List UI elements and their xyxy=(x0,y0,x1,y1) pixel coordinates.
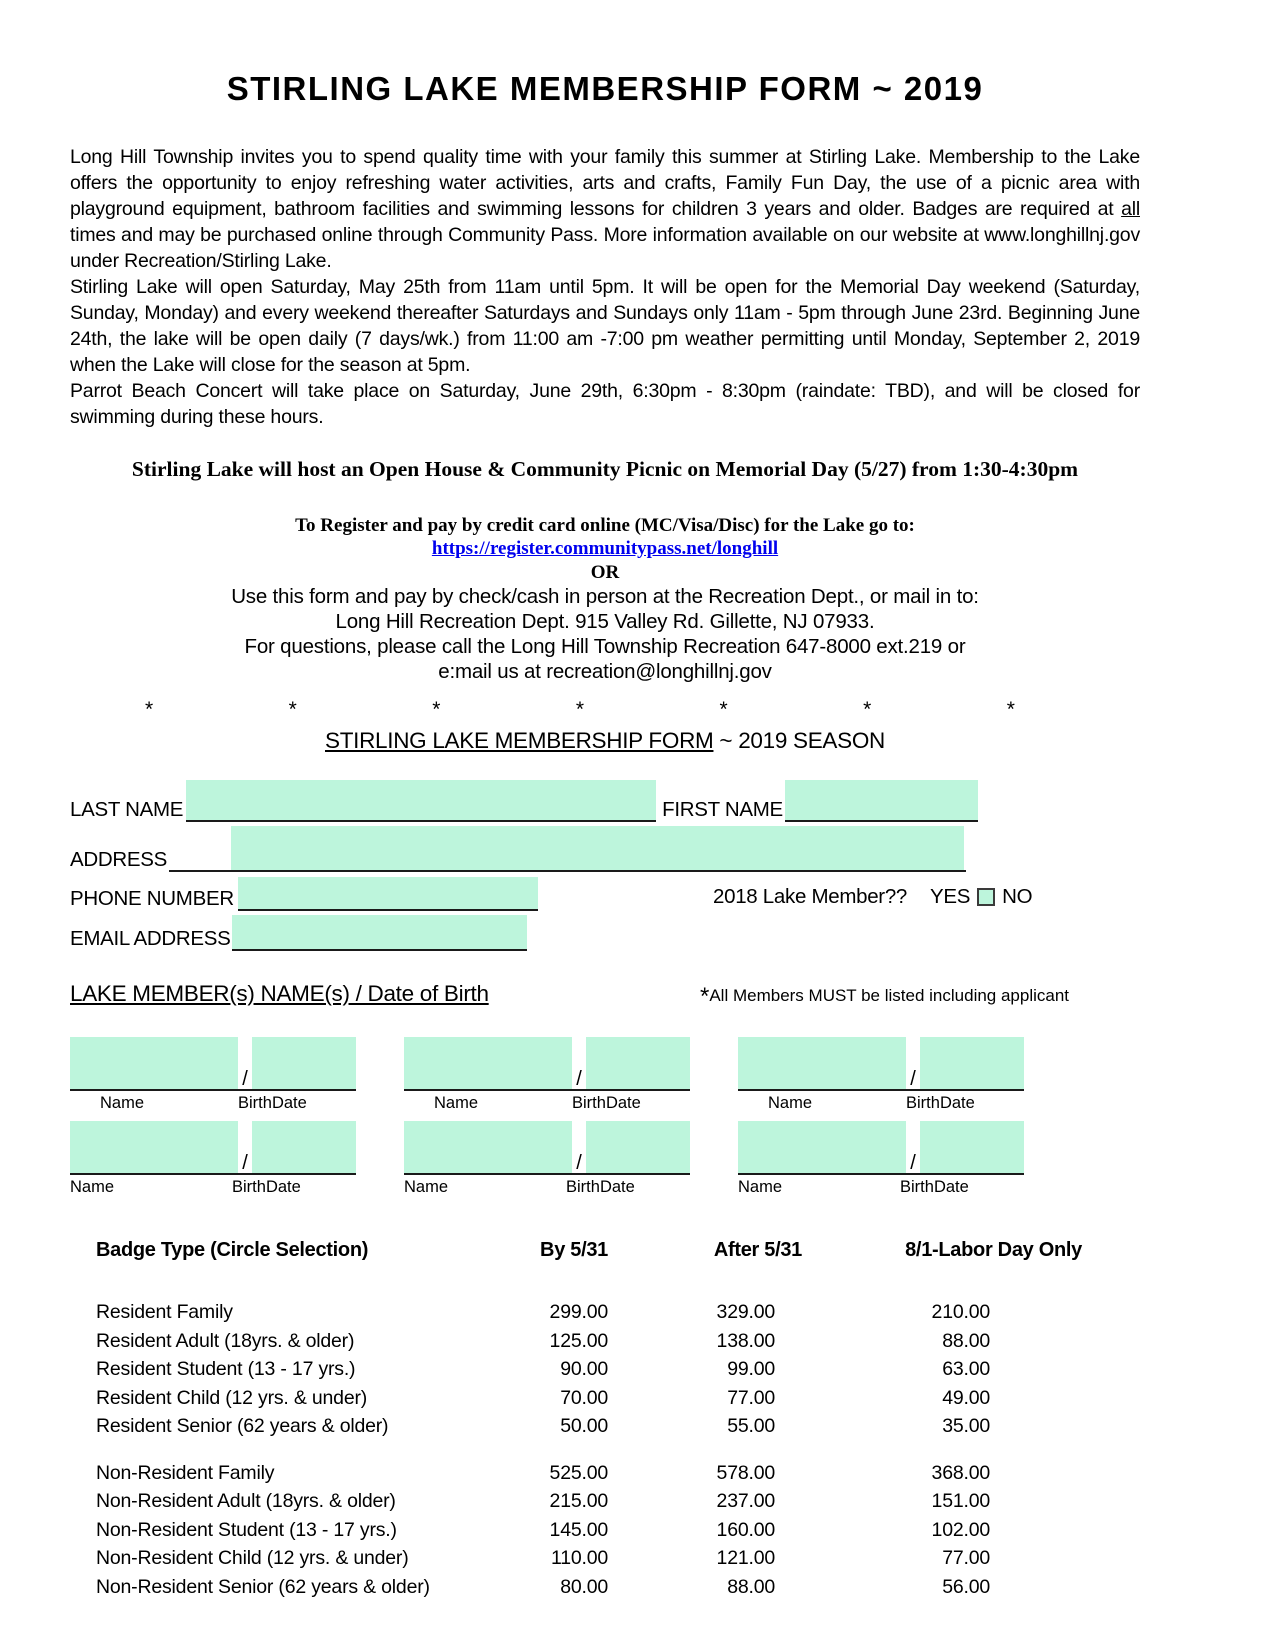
price-after531: 77.00 xyxy=(727,1386,775,1409)
first-name-field[interactable] xyxy=(785,780,978,822)
resident-rows xyxy=(70,1298,1140,1441)
member-checkbox[interactable] xyxy=(977,888,995,906)
badge-type-label[interactable]: Non-Resident Student (13 - 17 yrs.) xyxy=(96,1518,397,1541)
email-row xyxy=(70,913,1140,951)
members-heading: LAKE MEMBER(s) NAME(s) / Date of Birth xyxy=(70,981,489,1006)
price-after531: 88.00 xyxy=(727,1575,775,1598)
address-label: ADDRESS xyxy=(70,848,168,871)
last-name-label: LAST NAME xyxy=(70,798,184,821)
or-label: OR xyxy=(590,562,620,583)
badge-type-label[interactable]: Resident Child (12 yrs. & under) xyxy=(96,1386,368,1409)
yes-label: YES xyxy=(930,885,971,908)
table-row xyxy=(70,1298,1140,1327)
labor-day-header: 8/1-Labor Day Only xyxy=(905,1239,1082,1261)
asterisk-separator xyxy=(145,698,1015,722)
member-grid-row-1 xyxy=(70,1037,1140,1113)
table-row xyxy=(70,1327,1140,1356)
price-after531: 99.00 xyxy=(727,1358,775,1380)
badge-type-label[interactable]: Non-Resident Adult (18yrs. & older) xyxy=(96,1490,396,1512)
asterisk: * xyxy=(863,698,872,721)
season-heading-rest: ~ 2019 SEASON xyxy=(713,728,885,753)
phone-row xyxy=(70,875,1140,911)
badge-type-header: Badge Type (Circle Selection) xyxy=(96,1239,369,1261)
member-entry xyxy=(738,1121,1024,1197)
badge-type-label[interactable]: Resident Student (13 - 17 yrs.) xyxy=(96,1358,356,1380)
birthdate-label: BirthDate xyxy=(232,1178,301,1196)
intro-p1-before: Long Hill Township invites you to spend quality time with your family this summer at Stirling Lake. Membership to the Lake offers the opportunity to enjoy refreshing water activities, arts and crafts, Family Fun Day, the use of a picnic area with playground equipment, bathroom facilities and swimming lessons for children 3 years and older. Badges are required at xyxy=(70,146,1140,220)
member-name-field[interactable] xyxy=(404,1121,572,1173)
table-row xyxy=(70,1384,1140,1413)
table-row xyxy=(70,1487,1140,1516)
member-entry xyxy=(70,1037,356,1113)
address-field[interactable] xyxy=(231,826,964,870)
intro-text xyxy=(70,144,1140,430)
price-after531: 55.00 xyxy=(727,1415,775,1437)
slash-separator: / xyxy=(910,1152,916,1174)
no-label: NO xyxy=(1002,885,1033,908)
name-label: Name xyxy=(100,1094,145,1112)
badge-table-header xyxy=(70,1239,1140,1262)
intro-paragraph-1 xyxy=(70,144,1140,274)
price-labor: 35.00 xyxy=(942,1415,990,1437)
by-531-header: By 5/31 xyxy=(540,1239,608,1261)
birthdate-label: BirthDate xyxy=(566,1178,635,1196)
member-name-field[interactable] xyxy=(738,1121,906,1173)
table-row xyxy=(70,1544,1140,1573)
price-by531: 90.00 xyxy=(560,1358,608,1380)
price-labor: 368.00 xyxy=(931,1461,990,1484)
questions-phone-line: For questions, please call the Long Hill Township Recreation 647-8000 ext.219 or xyxy=(244,635,966,658)
members-note xyxy=(700,983,1069,1011)
season-heading-underlined: STIRLING LAKE MEMBERSHIP FORM xyxy=(325,728,714,753)
price-after531: 578.00 xyxy=(716,1461,775,1484)
table-row xyxy=(70,1412,1140,1441)
badge-type-label[interactable]: Non-Resident Family xyxy=(96,1461,275,1484)
price-after531: 237.00 xyxy=(716,1490,775,1512)
member-birthdate-field[interactable] xyxy=(586,1121,690,1173)
asterisk: * xyxy=(719,698,728,721)
mailing-address-line: Long Hill Recreation Dept. 915 Valley Rd. Gillette, NJ 07933. xyxy=(335,610,875,633)
first-name-label: FIRST NAME xyxy=(662,798,783,821)
note-asterisk: * xyxy=(700,983,710,1010)
intro-p1-underlined-word: all xyxy=(1121,198,1140,220)
price-labor: 210.00 xyxy=(931,1301,990,1323)
badge-type-label[interactable]: Resident Adult (18yrs. & older) xyxy=(96,1329,355,1352)
name-label: Name xyxy=(434,1094,479,1112)
page-title: STIRLING LAKE MEMBERSHIP FORM ~ 2019 xyxy=(226,70,984,107)
slash-separator: / xyxy=(576,1152,582,1174)
birthdate-label: BirthDate xyxy=(238,1094,307,1112)
name-label: Name xyxy=(768,1094,813,1112)
price-labor: 56.00 xyxy=(942,1575,990,1598)
price-labor: 151.00 xyxy=(931,1490,990,1512)
birthdate-label: BirthDate xyxy=(900,1178,969,1196)
asterisk: * xyxy=(288,698,297,721)
name-label: Name xyxy=(404,1178,449,1196)
community-pass-link[interactable]: https://register.communitypass.net/longhill xyxy=(431,538,779,559)
badge-type-label[interactable]: Non-Resident Senior (62 years & older) xyxy=(96,1575,430,1598)
asterisk: * xyxy=(145,698,154,721)
member-entry xyxy=(404,1037,690,1113)
slash-separator: / xyxy=(242,1152,248,1174)
badge-type-label[interactable]: Non-Resident Child (12 yrs. & under) xyxy=(96,1547,409,1569)
member-birthdate-field[interactable] xyxy=(586,1037,690,1089)
price-labor: 102.00 xyxy=(931,1518,990,1541)
pay-by-check-line: Use this form and pay by check/cash in person at the Recreation Dept., or mail in to: xyxy=(231,585,979,608)
table-row xyxy=(70,1355,1140,1384)
last-name-field[interactable] xyxy=(186,780,656,822)
price-after531: 138.00 xyxy=(716,1329,775,1352)
price-by531: 110.00 xyxy=(551,1547,608,1569)
badge-type-label[interactable]: Resident Family xyxy=(96,1301,233,1323)
register-online-line: To Register and pay by credit card online (MC/Visa/Disc) for the Lake go to: xyxy=(295,515,915,536)
intro-p1-after: times and may be purchased online through Community Pass. More information available on our website at www.longhillnj.gov under Recreation/Stirling Lake. xyxy=(70,224,1140,272)
member-entry xyxy=(404,1121,690,1197)
price-by531: 80.00 xyxy=(560,1575,608,1598)
members-heading-row xyxy=(70,981,1140,1011)
nonresident-rows xyxy=(70,1459,1140,1602)
open-house-announcement: Stirling Lake will host an Open House & Community Picnic on Memorial Day (5/27) from 1:30-4:30pm xyxy=(131,457,1079,481)
lake-member-2018-group xyxy=(713,885,1032,909)
member-grid-row-2 xyxy=(70,1121,1140,1197)
member-name-field[interactable] xyxy=(70,1037,238,1089)
intro-paragraph-3: Parrot Beach Concert will take place on Saturday, June 29th, 6:30pm - 8:30pm (raindate: TBD), and will be closed for swimming during these hours. xyxy=(70,380,1140,428)
price-by531: 145.00 xyxy=(549,1518,608,1541)
lake-member-question: 2018 Lake Member?? xyxy=(713,885,908,908)
slash-separator: / xyxy=(576,1068,582,1090)
member-name-field[interactable] xyxy=(70,1121,238,1173)
member-entry xyxy=(738,1037,1024,1113)
price-after531: 160.00 xyxy=(716,1518,775,1541)
birthdate-label: BirthDate xyxy=(906,1094,975,1112)
member-name-field[interactable] xyxy=(404,1037,572,1089)
asterisk: * xyxy=(432,698,441,721)
name-row xyxy=(70,778,1140,822)
price-after531: 329.00 xyxy=(716,1301,775,1323)
price-after531: 121.00 xyxy=(716,1547,775,1569)
asterisk: * xyxy=(1006,698,1015,721)
table-row xyxy=(70,1459,1140,1488)
price-labor: 88.00 xyxy=(942,1329,990,1352)
members-note-text: All Members MUST be listed including applicant xyxy=(709,986,1070,1005)
phone-label: PHONE NUMBER xyxy=(70,887,234,910)
member-birthdate-field[interactable] xyxy=(252,1037,356,1089)
member-entry xyxy=(70,1121,356,1197)
price-labor: 77.00 xyxy=(942,1547,990,1569)
member-birthdate-field[interactable] xyxy=(252,1121,356,1173)
price-labor: 63.00 xyxy=(942,1358,990,1380)
slash-separator: / xyxy=(242,1068,248,1090)
table-row xyxy=(70,1516,1140,1545)
price-labor: 49.00 xyxy=(942,1386,990,1409)
registration-instructions xyxy=(70,514,1140,684)
price-by531: 299.00 xyxy=(549,1301,608,1323)
table-row xyxy=(70,1573,1140,1602)
price-by531: 70.00 xyxy=(560,1386,608,1409)
form-season-heading xyxy=(70,728,1140,754)
intro-paragraph-2: Stirling Lake will open Saturday, May 25th from 11am until 5pm. It will be open for the Memorial Day weekend (Saturday, Sunday, Monday) and every weekend thereafter Saturdays and Sundays only 11am - 5pm through June 23rd. Beginning June 24th, the lake will be open daily (7 days/wk.) from 11:00 am -7:00 pm weather permitting until Monday, September 2, 2019 when the Lake will close for the season at 5pm. xyxy=(70,276,1140,376)
member-birthdate-field[interactable] xyxy=(920,1037,1024,1089)
badge-price-table xyxy=(70,1239,1140,1601)
price-by531: 125.00 xyxy=(549,1329,608,1352)
name-label: Name xyxy=(738,1178,783,1196)
birthdate-label: BirthDate xyxy=(572,1094,641,1112)
member-name-field[interactable] xyxy=(738,1037,906,1089)
after-531-header: After 5/31 xyxy=(713,1239,802,1261)
slash-separator: / xyxy=(910,1068,916,1090)
price-by531: 215.00 xyxy=(549,1490,608,1512)
email-label: EMAIL ADDRESS xyxy=(70,927,231,950)
price-by531: 525.00 xyxy=(549,1461,608,1484)
price-by531: 50.00 xyxy=(560,1415,608,1437)
phone-field[interactable] xyxy=(238,877,538,911)
address-row xyxy=(70,825,1140,872)
asterisk: * xyxy=(575,698,585,721)
badge-type-label[interactable]: Resident Senior (62 years & older) xyxy=(96,1415,389,1437)
member-birthdate-field[interactable] xyxy=(920,1121,1024,1173)
email-contact-line: e:mail us at recreation@longhillnj.gov xyxy=(438,660,772,683)
email-field[interactable] xyxy=(232,915,527,951)
address-underline xyxy=(169,826,966,872)
name-label: Name xyxy=(70,1178,115,1196)
